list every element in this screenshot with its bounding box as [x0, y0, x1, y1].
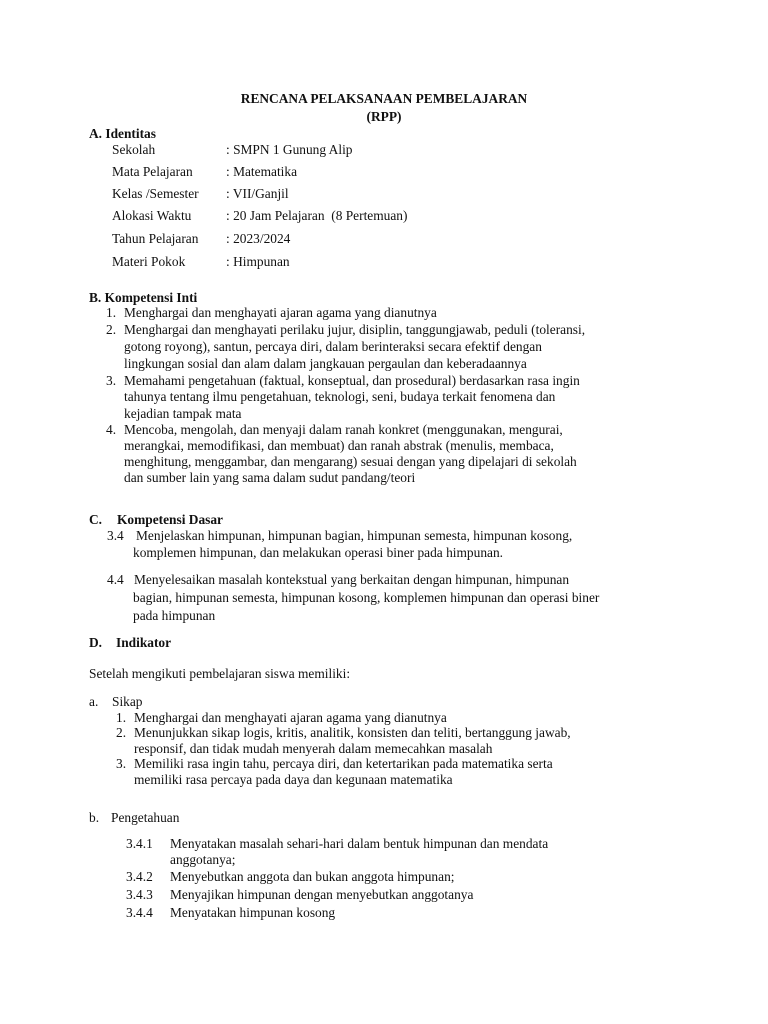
- section-c-letter: C.: [89, 512, 103, 527]
- ki-item-number: 1.: [106, 305, 117, 320]
- identitas-label-mata-pelajaran: Mata Pelajaran: [112, 164, 193, 179]
- pengetahuan-letter: b.: [89, 810, 100, 825]
- pengetahuan-3-4-2-line-1: Menyebutkan anggota dan bukan anggota himpunan;: [170, 869, 455, 884]
- ki-item-4-line-3: menghitung, menggambar, dan mengarang) sesuai dengan yang dipelajari di sekolah: [124, 454, 577, 469]
- pengetahuan-item-number: 3.4.3: [126, 887, 153, 902]
- identitas-value-tahun-pelajaran: : 2023/2024: [226, 231, 291, 246]
- pengetahuan-3-4-4-line-1: Menyatakan himpunan kosong: [170, 905, 336, 920]
- pengetahuan-3-4-1-line-1: Menyatakan masalah sehari-hari dalam bentuk himpunan dan mendata: [170, 836, 549, 851]
- kd-item-number: 3.4: [107, 528, 124, 543]
- kd-4-4-line-3: pada himpunan: [133, 608, 216, 623]
- ki-item-2-line-3: lingkungan sosial dan alam dalam jangkauan pergaulan dan keberadaannya: [124, 356, 527, 371]
- kd-item-number: 4.4: [107, 572, 124, 587]
- identitas-value-kelas-semester: : VII/Ganjil: [226, 186, 289, 201]
- section-d-heading: Indikator: [116, 635, 172, 650]
- ki-item-2-line-2: gotong royong), santun, percaya diri, dalam berinteraksi secara efektif dengan: [124, 339, 542, 354]
- pengetahuan-3-4-1-line-2: anggotanya;: [170, 852, 236, 867]
- identitas-label-kelas-semester: Kelas /Semester: [112, 186, 199, 201]
- kd-3-4-line-2: komplemen himpunan, dan melakukan operasi biner pada himpunan.: [133, 545, 504, 560]
- sikap-1-line-1: Menghargai dan menghayati ajaran agama yang dianutnya: [134, 710, 447, 725]
- sikap-2-line-1: Menunjukkan sikap logis, kritis, analitik, konsisten dan teliti, bertanggung jawab,: [134, 725, 571, 740]
- ki-item-2-line-1: Menghargai dan menghayati perilaku jujur, disiplin, tanggungjawab, peduli (toleransi,: [124, 322, 586, 337]
- identitas-label-sekolah: Sekolah: [112, 142, 156, 157]
- sikap-item-number: 2.: [116, 725, 127, 740]
- sikap-letter: a.: [89, 694, 99, 709]
- sikap-3-line-2: memiliki rasa percaya pada daya dan kegunaan matematika: [134, 772, 453, 787]
- section-a-heading: A. Identitas: [89, 126, 156, 141]
- identitas-label-materi-pokok: Materi Pokok: [112, 254, 186, 269]
- sikap-3-line-1: Memiliki rasa ingin tahu, percaya diri, dan ketertarikan pada matematika serta: [134, 756, 553, 771]
- identitas-label-alokasi-waktu: Alokasi Waktu: [112, 208, 192, 223]
- ki-item-3-line-3: kejadian tampak mata: [124, 406, 242, 421]
- ki-item-4-line-2: merangkai, memodifikasi, dan membuat) dan ranah abstrak (menulis, membaca,: [124, 438, 554, 453]
- identitas-label-tahun-pelajaran: Tahun Pelajaran: [112, 231, 199, 246]
- sikap-2-line-2: responsif, dan tidak mudah menyerah dalam memecahkan masalah: [134, 741, 493, 756]
- ki-item-3-line-2: tahunya tentang ilmu pengetahuan, teknologi, seni, budaya terkait fenomena dan: [124, 389, 556, 404]
- ki-item-3-line-1: Memahami pengetahuan (faktual, konseptual, dan prosedural) berdasarkan rasa ingin: [124, 373, 580, 388]
- sikap-item-number: 1.: [116, 710, 127, 725]
- identitas-value-alokasi-waktu: : 20 Jam Pelajaran (8 Pertemuan): [226, 208, 408, 223]
- kd-4-4-line-1: Menyelesaikan masalah kontekstual yang berkaitan dengan himpunan, himpunan: [134, 572, 570, 587]
- section-c-heading: Kompetensi Dasar: [117, 512, 224, 527]
- indikator-intro: Setelah mengikuti pembelajaran siswa memiliki:: [89, 666, 351, 681]
- kd-3-4-line-1: Menjelaskan himpunan, himpunan bagian, himpunan semesta, himpunan kosong,: [136, 528, 573, 543]
- ki-item-4-line-4: dan sumber lain yang sama dalam sudut pandang/teori: [124, 470, 416, 485]
- ki-item-number: 3.: [106, 373, 117, 388]
- sikap-label: Sikap: [112, 694, 143, 709]
- identitas-value-mata-pelajaran: : Matematika: [226, 164, 298, 179]
- ki-item-number: 4.: [106, 422, 117, 437]
- section-b-heading: B. Kompetensi Inti: [89, 290, 198, 305]
- ki-item-4-line-1: Mencoba, mengolah, dan menyaji dalam ranah konkret (menggunakan, mengurai,: [124, 422, 563, 437]
- identitas-value-sekolah: : SMPN 1 Gunung Alip: [226, 142, 353, 157]
- pengetahuan-label: Pengetahuan: [111, 810, 180, 825]
- sikap-item-number: 3.: [116, 756, 127, 771]
- identitas-value-materi-pokok: : Himpunan: [226, 254, 290, 269]
- document-title: RENCANA PELAKSANAAN PEMBELAJARAN: [240, 91, 528, 106]
- pengetahuan-item-number: 3.4.4: [126, 905, 153, 920]
- ki-item-1-line-1: Menghargai dan menghayati ajaran agama yang dianutnya: [124, 305, 437, 320]
- kd-4-4-line-2: bagian, himpunan semesta, himpunan kosong, komplemen himpunan dan operasi biner: [133, 590, 600, 605]
- section-d-letter: D.: [89, 635, 103, 650]
- ki-item-number: 2.: [106, 322, 117, 337]
- pengetahuan-3-4-3-line-1: Menyajikan himpunan dengan menyebutkan anggotanya: [170, 887, 474, 902]
- document-subtitle: (RPP): [366, 109, 402, 124]
- pengetahuan-item-number: 3.4.2: [126, 869, 153, 884]
- pengetahuan-item-number: 3.4.1: [126, 836, 153, 851]
